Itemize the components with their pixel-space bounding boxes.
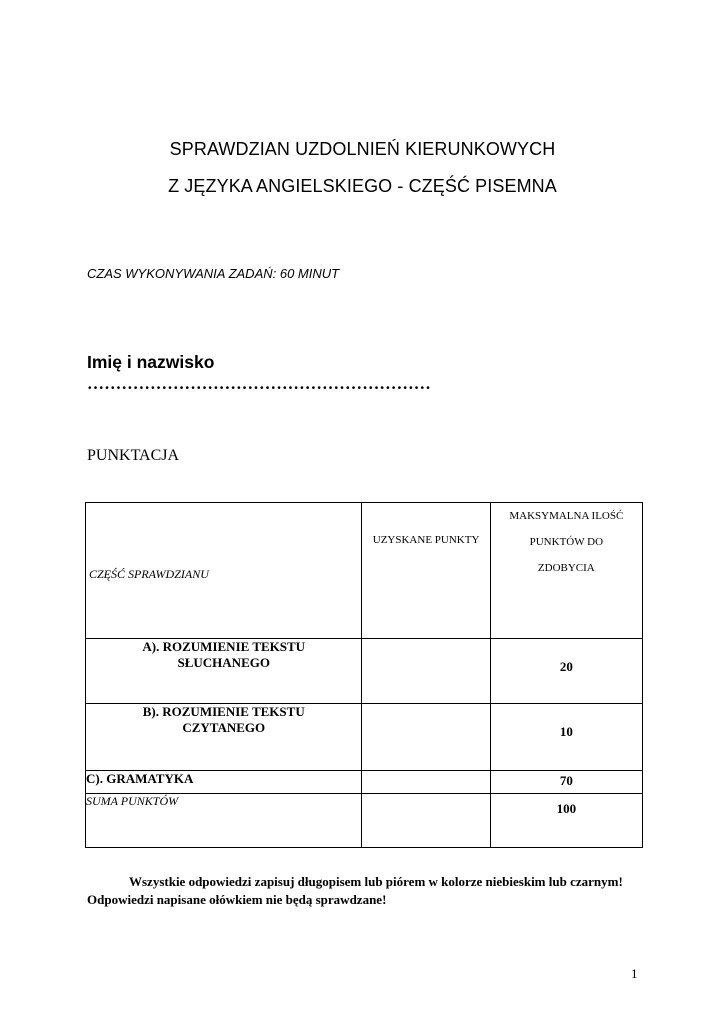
section-name-line1: A). ROZUMIENIE TEKSTU bbox=[142, 639, 306, 654]
table-row bbox=[86, 771, 643, 794]
time-limit: CZAS WYKONYWANIA ZADAŃ: 60 MINUT bbox=[87, 266, 340, 281]
table-row bbox=[86, 704, 643, 771]
obtained-points-cell[interactable] bbox=[362, 639, 490, 704]
obtained-points-cell[interactable] bbox=[362, 704, 490, 771]
score-table bbox=[85, 502, 643, 848]
page-number: 1 bbox=[631, 966, 638, 981]
table-sum-row bbox=[86, 794, 643, 848]
section-name-line2: SŁUCHANEGO bbox=[177, 655, 270, 670]
header-obtained: UZYSKANE PUNKTY bbox=[362, 503, 490, 639]
header-max-line1: MAKSYMALNA ILOŚĆ bbox=[509, 510, 624, 522]
header-max-line3: ZDOBYCIA bbox=[537, 562, 595, 574]
name-label: Imię i nazwisko bbox=[87, 352, 215, 372]
scoring-heading: PUNKTACJA bbox=[87, 447, 180, 464]
instructions-note: Wszystkie odpowiedzi zapisuj długopisem lub piórem w kolorze niebieskim lub czarnym! Odpowiedzi napisane ołówkiem nie będą sprawdzane! bbox=[87, 874, 623, 907]
section-name bbox=[86, 639, 362, 704]
max-points: 20 bbox=[490, 639, 642, 704]
sum-label: SUMA PUNKTÓW bbox=[86, 794, 362, 848]
max-points: 10 bbox=[490, 704, 642, 771]
section-name-line2: CZYTANEGO bbox=[182, 720, 266, 735]
table-header-row bbox=[86, 503, 643, 639]
section-name bbox=[86, 704, 362, 771]
obtained-points-cell[interactable] bbox=[362, 771, 490, 794]
header-max-line2: PUNKTÓW DO bbox=[529, 536, 604, 548]
header-max bbox=[490, 503, 642, 639]
title-line-1: SPRAWDZIAN UZDOLNIEŃ KIERUNKOWYCH bbox=[169, 139, 556, 159]
sum-max-points: 100 bbox=[490, 794, 642, 848]
sum-obtained-cell[interactable] bbox=[362, 794, 490, 848]
section-name: C). GRAMATYKA bbox=[86, 771, 362, 794]
header-part: CZĘŚĆ SPRAWDZIANU bbox=[86, 503, 362, 639]
section-name-line1: B). ROZUMIENIE TEKSTU bbox=[142, 704, 305, 719]
max-points: 70 bbox=[490, 771, 642, 794]
title-line-2: Z JĘZYKA ANGIELSKIEGO - CZĘŚĆ PISEMNA bbox=[168, 176, 557, 196]
table-row bbox=[86, 639, 643, 704]
name-field-dots[interactable]: …………………………………………………… bbox=[87, 374, 431, 393]
